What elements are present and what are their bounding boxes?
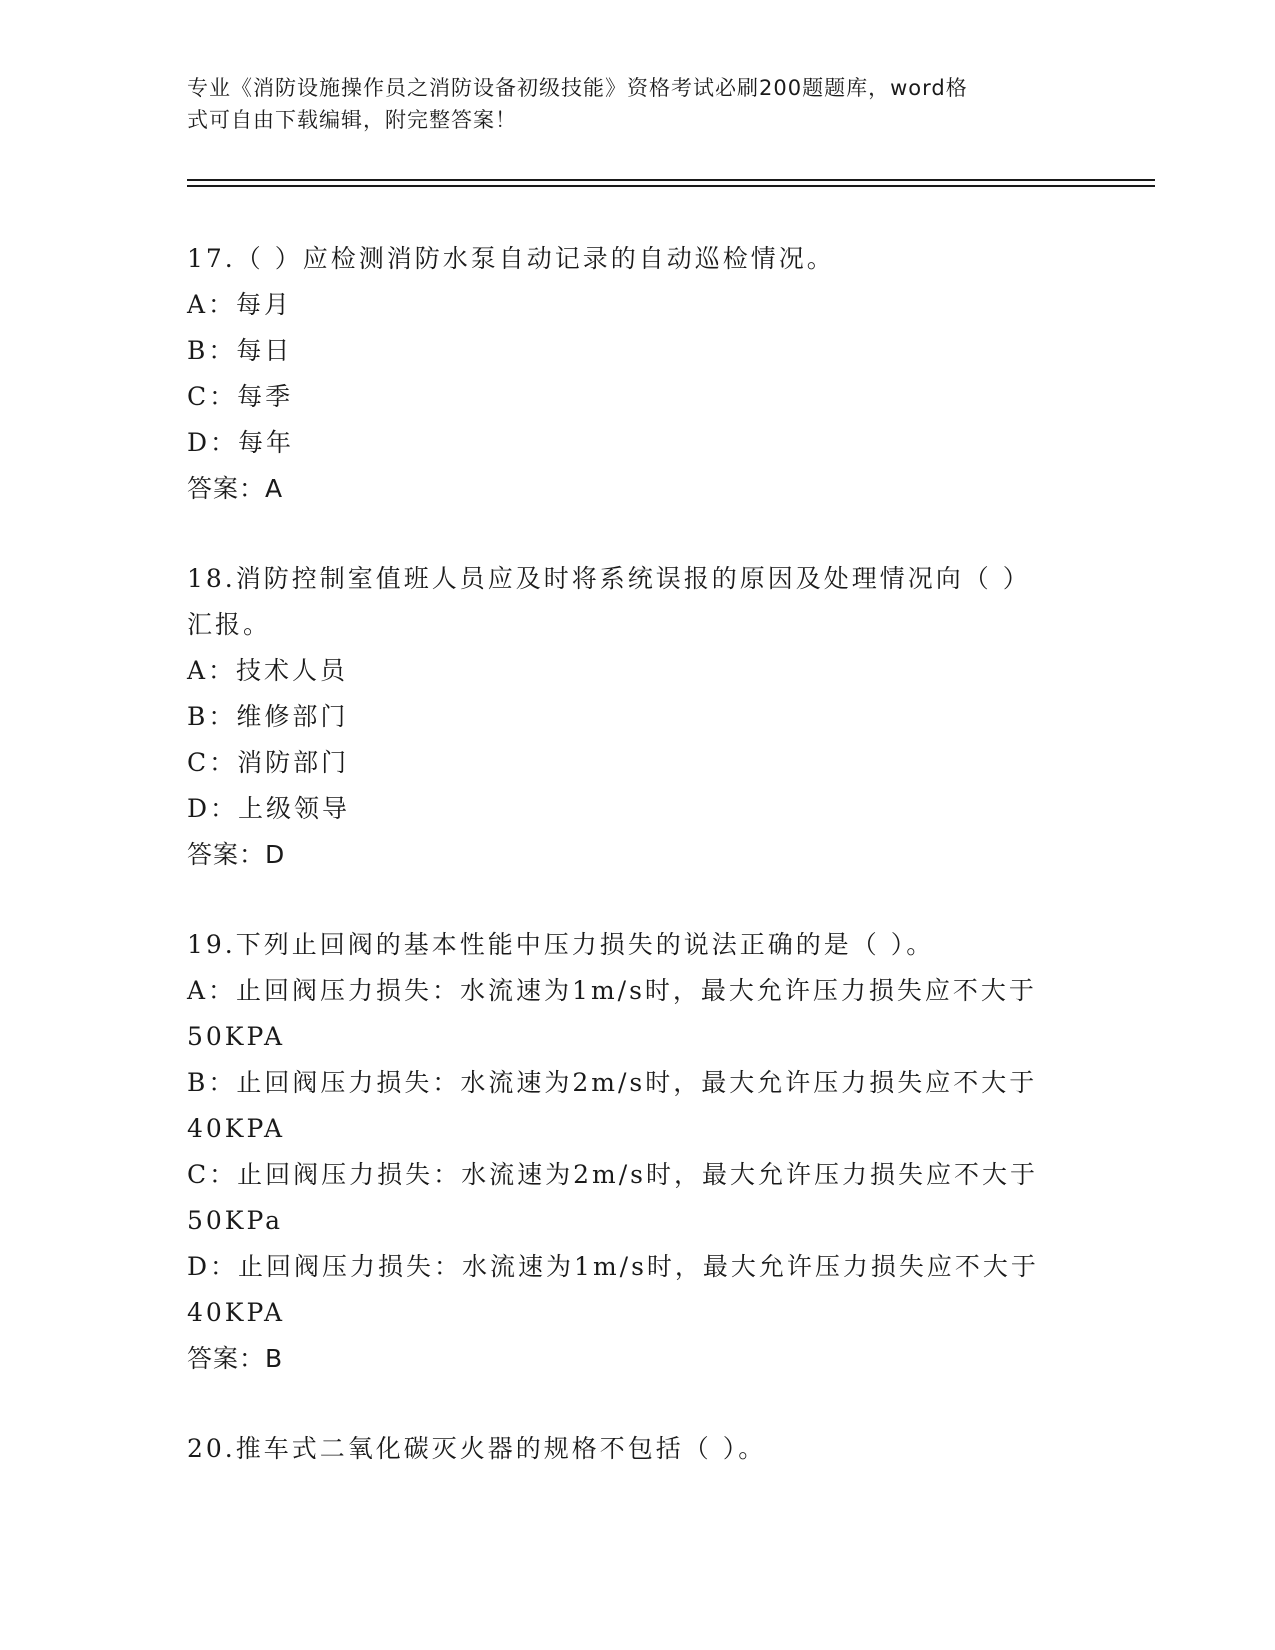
option-a-continued: 50KPA xyxy=(187,1022,286,1051)
header-divider-bottom xyxy=(187,185,1155,187)
option-c: C：消防部门 xyxy=(187,748,350,777)
option-d-continued: 40KPA xyxy=(187,1298,286,1327)
option-d: D：上级领导 xyxy=(187,794,351,823)
question-list xyxy=(187,236,1067,1472)
option-c: C：每季 xyxy=(187,382,294,411)
option-a: A：止回阀压力损失：水流速为1m/s时，最大允许压力损失应不大于 xyxy=(187,976,1037,1005)
option-a: A：每月 xyxy=(187,290,293,319)
option-c-continued: 50KPa xyxy=(187,1206,284,1235)
question-stem-continued: 汇报。 xyxy=(187,610,272,639)
document-header xyxy=(187,72,1077,136)
option-a: A：技术人员 xyxy=(187,656,349,685)
header-line-2: 式可自由下载编辑，附完整答案！ xyxy=(187,108,517,132)
question-stem: 17.（ ）应检测消防水泵自动记录的自动巡检情况。 xyxy=(187,244,835,273)
question-stem: 19.下列止回阀的基本性能中压力损失的说法正确的是（ ）。 xyxy=(187,930,935,959)
question-stem: 20.推车式二氧化碳灭火器的规格不包括（ ）。 xyxy=(187,1434,767,1463)
option-b-continued: 40KPA xyxy=(187,1114,286,1143)
answer-label: 答案：A xyxy=(187,474,284,503)
question-18 xyxy=(187,556,1067,878)
question-17 xyxy=(187,236,1067,512)
header-divider-top xyxy=(187,179,1155,181)
option-d: D：止回阀压力损失：水流速为1m/s时，最大允许压力损失应不大于 xyxy=(187,1252,1039,1281)
header-line-1: 专业《消防设施操作员之消防设备初级技能》资格考试必刷200题题库，word格 xyxy=(187,76,968,100)
option-d: D：每年 xyxy=(187,428,295,457)
question-19 xyxy=(187,922,1067,1382)
answer-label: 答案：D xyxy=(187,840,286,869)
question-20 xyxy=(187,1426,1067,1472)
question-stem: 18.消防控制室值班人员应及时将系统误报的原因及处理情况向（ ） xyxy=(187,564,1031,593)
option-c: C：止回阀压力损失：水流速为2m/s时，最大允许压力损失应不大于 xyxy=(187,1160,1038,1189)
answer-label: 答案：B xyxy=(187,1344,284,1373)
option-b: B：维修部门 xyxy=(187,702,349,731)
option-b: B：每日 xyxy=(187,336,293,365)
option-b: B：止回阀压力损失：水流速为2m/s时，最大允许压力损失应不大于 xyxy=(187,1068,1038,1097)
